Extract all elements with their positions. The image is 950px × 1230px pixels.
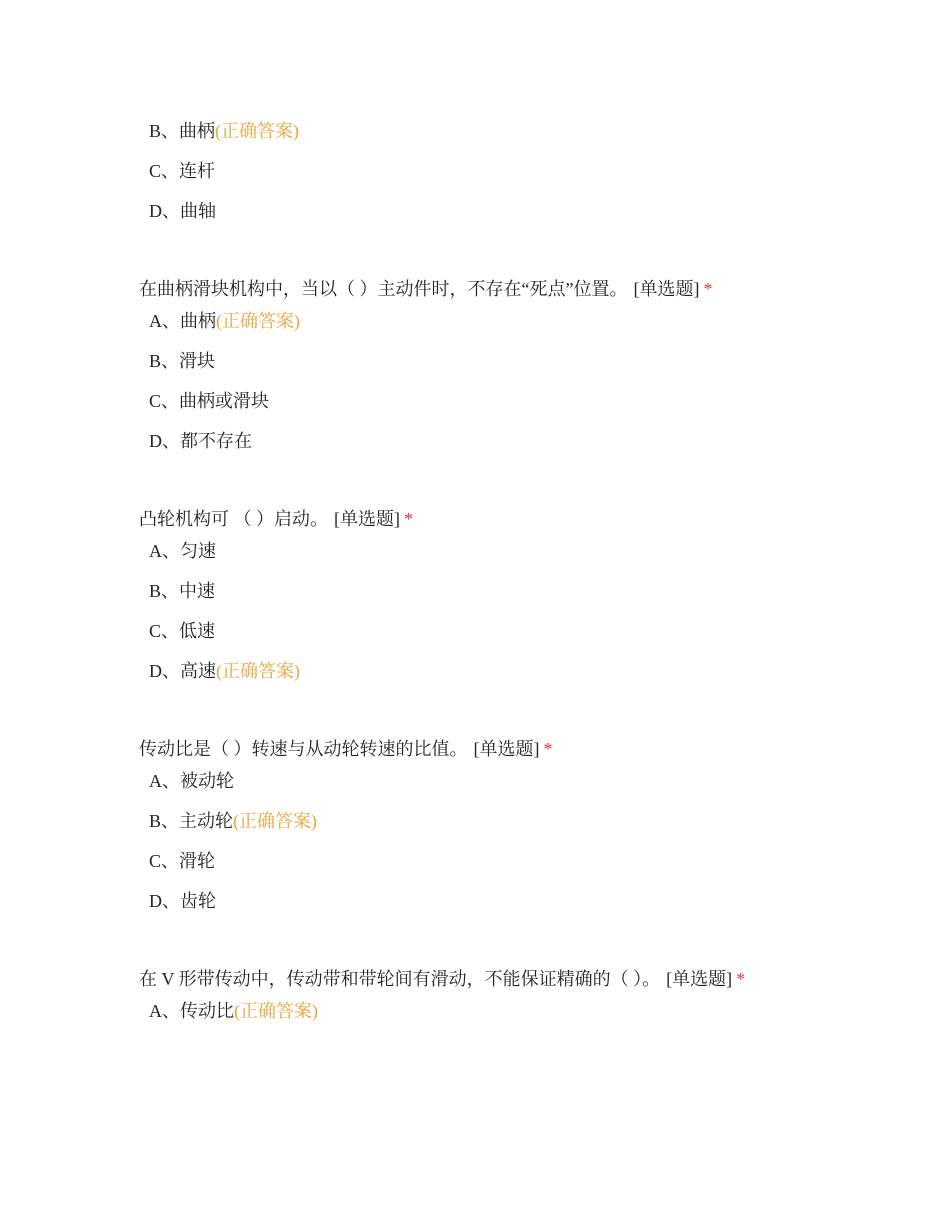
question-title — [139, 737, 950, 761]
option-letter: B、 — [149, 581, 180, 601]
question-text: 在曲柄滑块机构中，当以（ ）主动件时，不存在“死点”位置。 — [139, 279, 628, 299]
question-text: 凸轮机构可 （ ）启动。 — [139, 509, 328, 529]
option-c — [149, 159, 950, 199]
option-b — [149, 809, 950, 849]
option-text: 中速 — [179, 581, 216, 601]
required-marker: * — [703, 279, 713, 299]
option-letter: C、 — [149, 851, 180, 871]
question-type: [单选题] — [666, 969, 733, 989]
option-a — [149, 539, 950, 579]
option-text: 曲柄 — [180, 311, 216, 331]
option-b — [149, 349, 950, 389]
option-text: 曲柄 — [179, 121, 216, 141]
option-letter: A、 — [149, 541, 180, 561]
option-text: 齿轮 — [180, 891, 216, 911]
option-c — [149, 849, 950, 889]
correct-answer-tag: (正确答案) — [216, 311, 300, 331]
option-text: 被动轮 — [180, 771, 234, 791]
option-letter: B、 — [149, 811, 180, 831]
option-letter: D、 — [149, 201, 180, 221]
option-a — [149, 309, 950, 349]
option-letter: D、 — [149, 431, 180, 451]
question-fragment — [0, 119, 950, 239]
option-text: 匀速 — [180, 541, 216, 561]
option-letter: D、 — [149, 891, 180, 911]
option-b — [149, 579, 950, 619]
option-letter: A、 — [149, 1001, 180, 1021]
option-c — [149, 389, 950, 429]
question-1 — [0, 277, 950, 469]
option-text: 低速 — [179, 621, 216, 641]
option-text: 高速 — [180, 661, 216, 681]
option-d — [149, 199, 950, 239]
question-title — [139, 967, 950, 991]
required-marker: * — [543, 739, 553, 759]
option-letter: C、 — [149, 621, 180, 641]
correct-answer-tag: (正确答案) — [215, 121, 300, 141]
question-list — [0, 119, 950, 1039]
option-letter: A、 — [149, 771, 180, 791]
correct-answer-tag: (正确答案) — [234, 1001, 318, 1021]
required-marker: * — [736, 969, 746, 989]
option-letter: A、 — [149, 311, 180, 331]
option-text: 主动轮 — [179, 811, 234, 831]
question-3 — [0, 737, 950, 929]
option-text: 滑轮 — [179, 851, 216, 871]
option-a — [149, 999, 950, 1039]
question-4 — [0, 967, 950, 1039]
correct-answer-tag: (正确答案) — [233, 811, 318, 831]
option-letter: C、 — [149, 161, 180, 181]
option-letter: D、 — [149, 661, 180, 681]
question-2 — [0, 507, 950, 699]
question-title — [139, 277, 950, 301]
question-title — [139, 507, 950, 531]
option-text: 滑块 — [179, 351, 216, 371]
question-type: [单选题] — [334, 509, 400, 529]
option-text: 曲轴 — [180, 201, 216, 221]
option-letter: B、 — [149, 121, 180, 141]
option-d — [149, 659, 950, 699]
question-type: [单选题] — [473, 739, 540, 759]
option-letter: B、 — [149, 351, 180, 371]
correct-answer-tag: (正确答案) — [216, 661, 300, 681]
option-d — [149, 429, 950, 469]
required-marker: * — [404, 509, 413, 529]
option-b — [149, 119, 950, 159]
option-a — [149, 769, 950, 809]
question-text: 传动比是（ ）转速与从动轮转速的比值。 — [139, 739, 468, 759]
question-text: 在 V 形带传动中，传动带和带轮间有滑动，不能保证精确的（ ）。 — [139, 969, 661, 989]
option-d — [149, 889, 950, 929]
option-text: 连杆 — [179, 161, 216, 181]
option-text: 都不存在 — [180, 431, 252, 451]
option-text: 曲柄或滑块 — [179, 391, 270, 411]
question-type: [单选题] — [633, 279, 700, 299]
option-c — [149, 619, 950, 659]
option-text: 传动比 — [180, 1001, 234, 1021]
option-letter: C、 — [149, 391, 180, 411]
